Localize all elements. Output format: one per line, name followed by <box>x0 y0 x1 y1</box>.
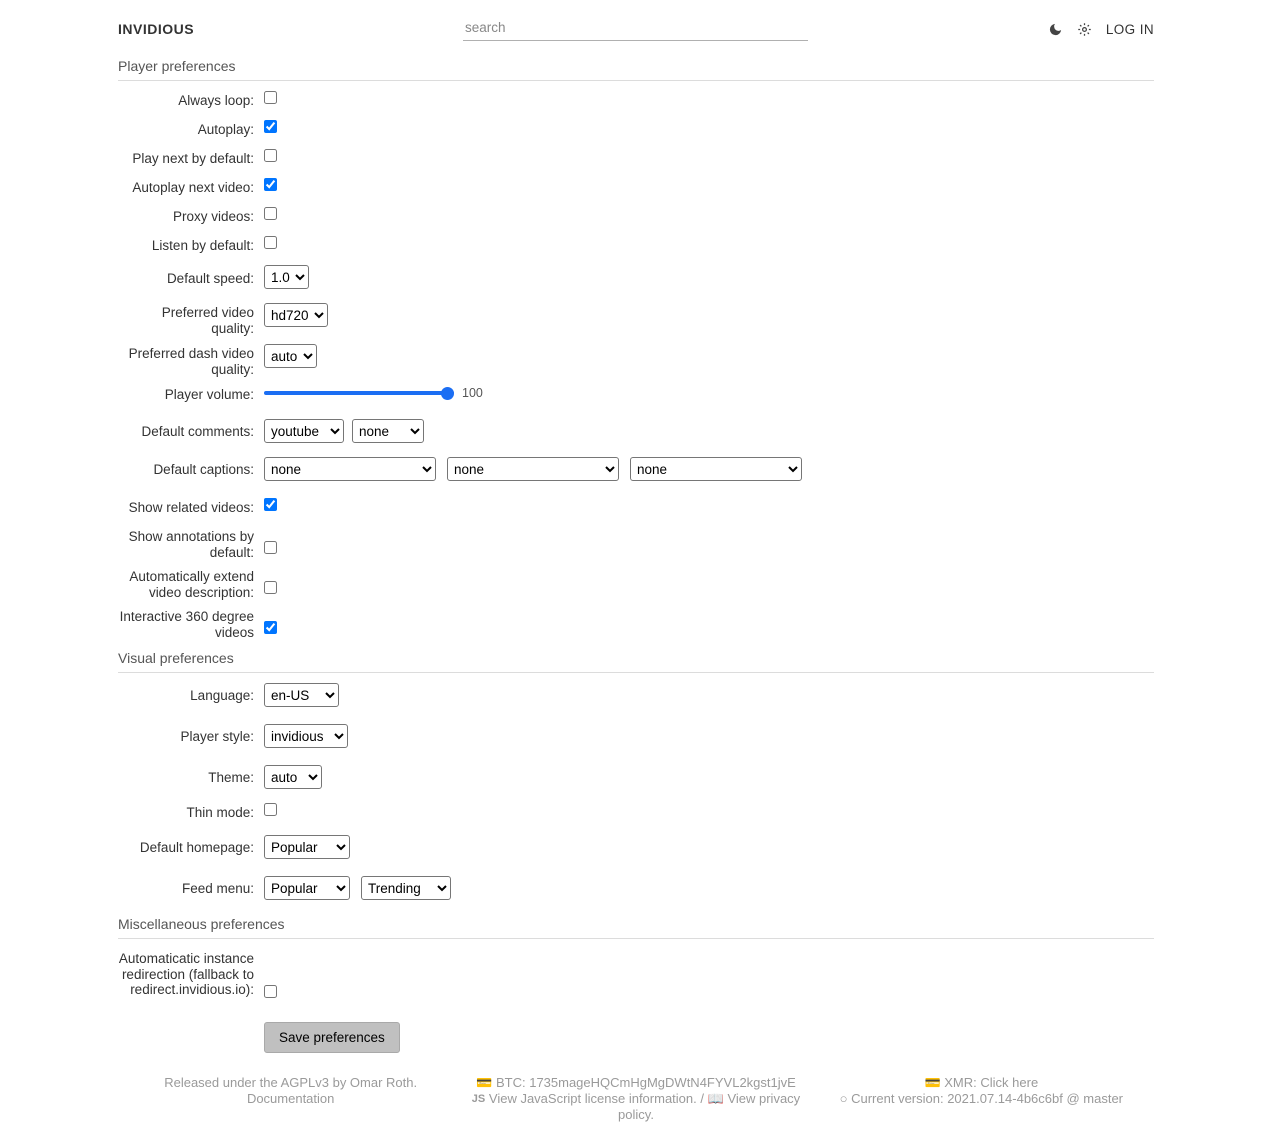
checkbox-play-next[interactable] <box>264 149 277 162</box>
page-footer <box>0 1075 1272 1123</box>
save-button-wrap <box>118 1022 1154 1053</box>
select-player-style[interactable] <box>264 724 348 748</box>
label-player-volume: Player volume: <box>164 387 254 402</box>
label-preferred-dash-quality: Preferred dash video quality: <box>128 346 254 377</box>
select-feed-menu-2[interactable] <box>361 876 451 900</box>
gear-icon[interactable] <box>1077 22 1092 37</box>
card-icon: 💳 <box>476 1075 493 1090</box>
search-input[interactable] <box>463 17 808 41</box>
label-listen-default: Listen by default: <box>151 238 254 253</box>
checkbox-interactive-360[interactable] <box>264 621 277 634</box>
footer-col-version <box>809 1075 1154 1123</box>
label-feed-menu: Feed menu: <box>181 881 254 896</box>
checkbox-autoplay[interactable] <box>264 120 277 133</box>
footer-js-license-link[interactable]: View JavaScript license information. <box>488 1091 697 1106</box>
label-instance-redirect: Automaticatic instance redirection (fallback to redirect.invidious.io): <box>118 951 254 997</box>
checkbox-autoplay-next[interactable] <box>264 178 277 191</box>
row-show-related <box>118 498 1154 520</box>
select-default-homepage[interactable] <box>264 835 350 859</box>
label-default-captions: Default captions: <box>153 462 254 477</box>
site-logo[interactable]: INVIDIOUS <box>118 21 195 37</box>
row-autoplay <box>118 120 1154 142</box>
slider-player-volume[interactable] <box>264 391 454 395</box>
top-navbar <box>0 0 1272 54</box>
moon-icon[interactable] <box>1048 22 1063 37</box>
checkbox-proxy-videos[interactable] <box>264 207 277 220</box>
select-default-captions-3[interactable] <box>630 457 802 481</box>
row-feed-menu <box>118 876 1154 906</box>
row-player-style <box>118 724 1154 754</box>
row-instance-redirect <box>118 949 1154 998</box>
footer-documentation-link[interactable]: Documentation <box>246 1091 335 1106</box>
select-default-speed[interactable] <box>264 265 309 289</box>
footer-license-text: Released under the AGPLv3 by Omar Roth. <box>164 1075 418 1090</box>
label-preferred-quality: Preferred video quality: <box>161 305 254 336</box>
checkbox-show-related[interactable] <box>264 498 277 511</box>
book-icon: 📖 <box>707 1091 724 1106</box>
select-preferred-quality[interactable] <box>264 303 328 327</box>
row-listen-default <box>118 236 1154 258</box>
row-play-next <box>118 149 1154 171</box>
preferences-form <box>0 58 1272 1053</box>
github-icon: ○ <box>839 1091 848 1106</box>
row-default-comments <box>118 419 1154 449</box>
checkbox-show-annotations[interactable] <box>264 541 277 554</box>
player-volume-value: 100 <box>462 386 483 400</box>
select-default-captions-1[interactable] <box>264 457 436 481</box>
label-extend-description: Automatically extend video description: <box>129 569 254 600</box>
select-default-captions-2[interactable] <box>447 457 619 481</box>
select-preferred-dash-quality[interactable] <box>264 344 317 368</box>
row-show-annotations <box>118 527 1154 560</box>
row-interactive-360 <box>118 607 1154 640</box>
label-show-related: Show related videos: <box>128 500 254 515</box>
row-language <box>118 683 1154 713</box>
row-player-volume <box>118 386 1154 408</box>
login-link[interactable]: LOG IN <box>1105 21 1154 37</box>
footer-xmr-text: XMR: <box>944 1075 981 1090</box>
select-feed-menu-1[interactable] <box>264 876 350 900</box>
footer-version-link[interactable]: Current version: 2021.07.14-4b6c6bf @ master <box>851 1091 1124 1106</box>
label-player-style: Player style: <box>180 729 254 744</box>
label-always-loop: Always loop: <box>178 93 254 108</box>
row-proxy-videos <box>118 207 1154 229</box>
label-show-annotations: Show annotations by default: <box>128 529 254 560</box>
checkbox-instance-redirect[interactable] <box>264 985 277 998</box>
row-thin-mode <box>118 803 1154 825</box>
card-icon-xmr: 💳 <box>924 1075 941 1090</box>
row-default-speed <box>118 265 1154 295</box>
section-title-misc: Miscellaneous preferences <box>118 916 1154 939</box>
section-title-player: Player preferences <box>118 58 1154 81</box>
footer-col-license <box>118 1075 463 1123</box>
save-preferences-button[interactable]: Save preferences <box>264 1022 400 1053</box>
label-language: Language: <box>190 688 254 703</box>
label-interactive-360: Interactive 360 degree videos <box>119 609 254 640</box>
label-thin-mode: Thin mode: <box>186 805 254 820</box>
navbar-right-actions <box>1048 22 1154 37</box>
select-theme[interactable] <box>264 765 322 789</box>
row-default-captions <box>118 457 1154 487</box>
footer-xmr-link[interactable]: Click here <box>980 1075 1039 1090</box>
row-preferred-quality <box>118 303 1154 336</box>
select-default-comments-1[interactable] <box>264 419 344 443</box>
footer-col-donate <box>463 1075 808 1123</box>
checkbox-extend-description[interactable] <box>264 581 277 594</box>
footer-btc-text: BTC: 1735mageHQCmHgMgDWtN4FYVL2kgst1jvE <box>495 1075 796 1090</box>
label-theme: Theme: <box>208 770 254 785</box>
label-default-comments: Default comments: <box>141 424 254 439</box>
label-autoplay-next: Autoplay next video: <box>132 180 254 195</box>
footer-separator: / <box>700 1091 704 1106</box>
js-badge: JS <box>471 1093 486 1105</box>
row-theme <box>118 765 1154 795</box>
label-autoplay: Autoplay: <box>197 122 254 137</box>
row-default-homepage <box>118 835 1154 865</box>
select-language[interactable] <box>264 683 339 707</box>
checkbox-always-loop[interactable] <box>264 91 277 104</box>
row-extend-description <box>118 567 1154 600</box>
checkbox-thin-mode[interactable] <box>264 803 277 816</box>
label-play-next: Play next by default: <box>132 151 254 166</box>
row-preferred-dash-quality <box>118 344 1154 377</box>
select-default-comments-2[interactable] <box>352 419 424 443</box>
label-default-homepage: Default homepage: <box>139 840 254 855</box>
label-proxy-videos: Proxy videos: <box>172 209 254 224</box>
section-title-visual: Visual preferences <box>118 650 1154 673</box>
row-always-loop <box>118 91 1154 113</box>
checkbox-listen-default[interactable] <box>264 236 277 249</box>
label-default-speed: Default speed: <box>166 271 254 286</box>
footer-privacy-link[interactable]: View privacy policy. <box>618 1091 801 1122</box>
row-autoplay-next <box>118 178 1154 200</box>
